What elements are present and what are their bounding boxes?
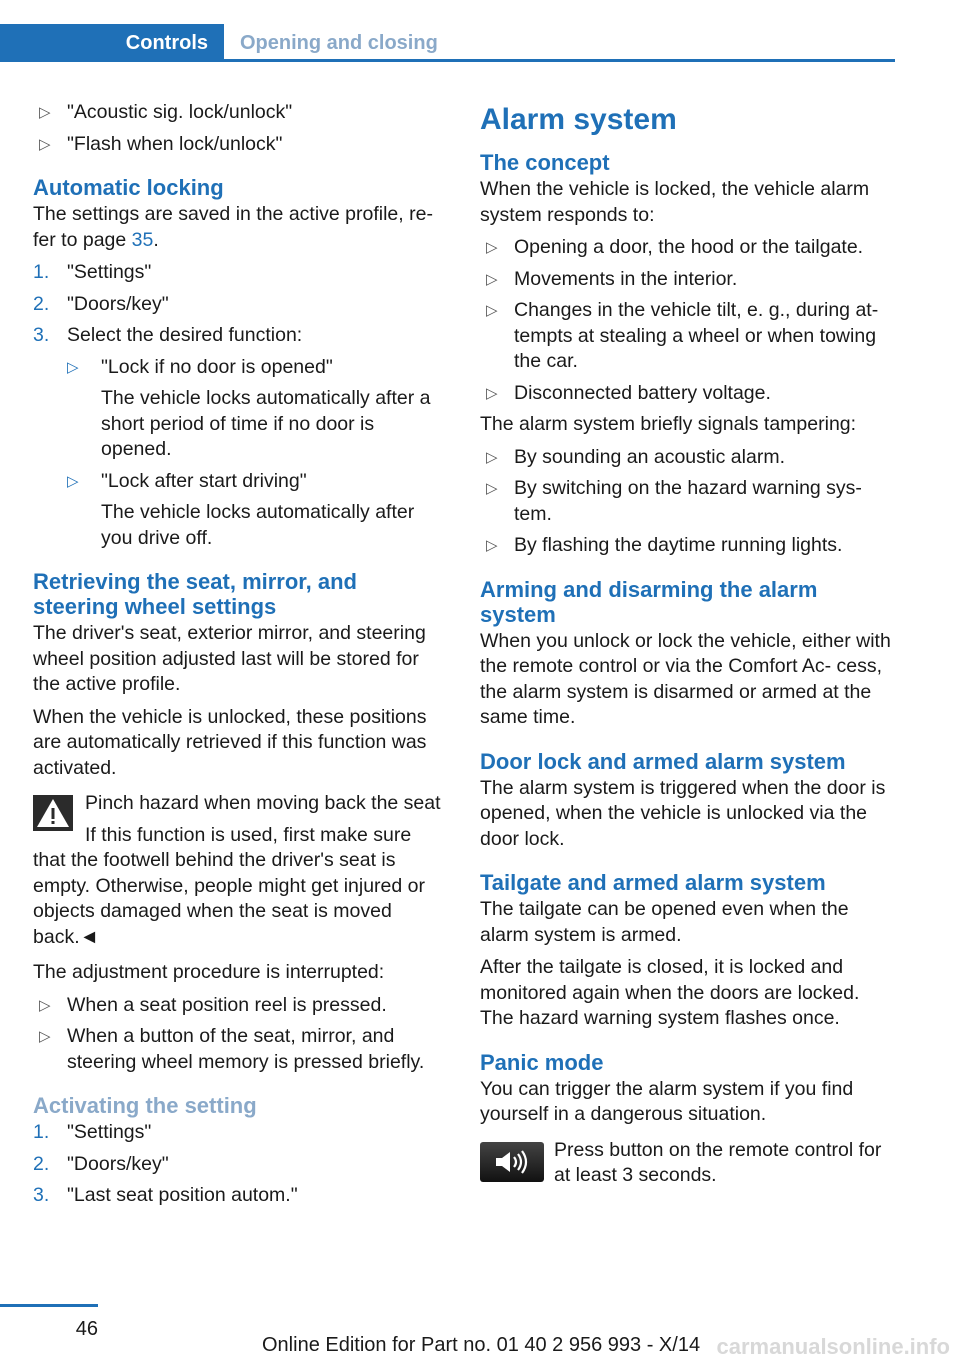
heading-activating-setting: Activating the setting [33, 1093, 257, 1118]
list-item: 1. "Settings" [33, 260, 445, 286]
heading-tailgate: Tailgate and armed alarm system [480, 870, 826, 895]
paragraph: The driver's seat, exterior mirror, and steering wheel position adjusted last will be stored for the active profile. [33, 622, 426, 695]
interrupt-list [33, 993, 445, 1076]
list-item: ▷ When a seat position reel is pressed. [33, 993, 445, 1019]
warning-body: If this function is used, first make sure that the footwell behind the driver's seat is empty. Otherwise, people might get injured or objects damaged when the seat is moved back.◄ [33, 823, 425, 948]
bullet-marker: ▷ [486, 239, 498, 256]
panic-button-text: Press button on the remote control for at least 3 seconds. [554, 1138, 882, 1186]
step-number: 1. [33, 261, 50, 283]
paragraph: When the vehicle is unlocked, these positions are automatically retrieved if this function was activated. [33, 705, 427, 779]
list-item: ▷ By switching on the hazard warning sys‐ tem. [486, 477, 862, 525]
list-item: ▷ "Lock if no door is opened" The vehicle locks automatically after a short period of time if no door is opened. [67, 355, 431, 460]
speaker-icon [492, 1148, 532, 1176]
watermark: carmanualsonline.info [716, 1334, 950, 1359]
page-title: Alarm system [480, 103, 677, 136]
list-item: ▷ "Lock after start driving" The vehicle locks automatically after you drive off. [67, 469, 415, 549]
paragraph: The alarm system is triggered when the door is opened, when the vehicle is unlocked via the door lock. [480, 776, 886, 850]
warning-triangle-icon [33, 795, 73, 831]
bullet-marker: ▷ [39, 135, 51, 153]
page-header [0, 24, 895, 62]
step-number: 1. [33, 1121, 50, 1143]
step-number: 2. [33, 292, 50, 315]
paragraph: You can trigger the alarm system if you find yourself in a dangerous situation. [480, 1077, 854, 1125]
list-item: ▷ Disconnected battery voltage. [480, 381, 898, 407]
header-rule [224, 59, 895, 62]
paragraph: The adjustment procedure is interrupted: [33, 961, 385, 983]
bullet-marker: ▷ [486, 302, 498, 319]
bullet-marker: ▷ [39, 996, 51, 1014]
paragraph: The settings are saved in the active profile, re‐ fer to page 35. [33, 203, 433, 251]
list-item: ▷ "Acoustic sig. lock/unlock" [33, 100, 445, 126]
list-item: ▷ Opening a door, the hood or the tailgate. [480, 235, 898, 261]
heading-concept: The concept [480, 150, 610, 175]
menu-options-list [33, 100, 445, 157]
list-item: ▷ Changes in the vehicle tilt, e. g., during at‐ tempts at stealing a wheel or when towing the car. [486, 299, 879, 372]
footer-rule [0, 1304, 98, 1307]
step-number: 3. [33, 324, 50, 346]
paragraph: After the tailgate is closed, it is locked and monitored again when the doors are locked. The hazard warning system flashes once. [480, 956, 860, 1029]
signals-list [480, 445, 898, 559]
paragraph: The tailgate can be opened even when the alarm system is armed. [480, 898, 849, 946]
heading-arming: Arming and disarming the alarm system [480, 576, 818, 627]
bullet-marker: ▷ [486, 270, 498, 288]
page-number: 46 [75, 1318, 98, 1340]
list-item: ▷ When a button of the seat, mirror, and steering wheel memory is pressed briefly. [39, 1025, 425, 1073]
bullet-marker: ▷ [39, 104, 51, 121]
page-link[interactable]: 35 [131, 228, 154, 251]
list-item: ▷ "Flash when lock/unlock" [33, 132, 445, 158]
heading-retrieving-settings: Retrieving the seat, mirror, and steering wheel settings [33, 569, 357, 619]
paragraph: When you unlock or lock the vehicle, either with the remote control or via the Comfort Ac‐ cess, the alarm system is disarmed or armed at the same time. [480, 629, 891, 728]
right-column [480, 100, 898, 1189]
heading-panic-mode: Panic mode [480, 1049, 604, 1075]
steps-list [33, 260, 445, 551]
bullet-marker: ▷ [486, 384, 498, 402]
warning-title: Pinch hazard when moving back the seat [85, 792, 441, 814]
list-item: 3. "Last seat position autom." [33, 1183, 445, 1209]
chapter-tab: Opening and closing [240, 31, 438, 54]
list-item: 1. "Settings" [33, 1120, 445, 1146]
bullet-marker: ▷ [39, 1028, 51, 1045]
steps-list [33, 1120, 445, 1209]
heading-door-lock: Door lock and armed alarm system [480, 748, 846, 774]
bullet-marker: ▷ [67, 472, 79, 490]
section-tab: Controls [0, 24, 224, 62]
bullet-marker: ▷ [486, 537, 498, 554]
panic-button-image [480, 1142, 544, 1182]
list-item: 3. Select the desired function: ▷ "Lock if no door is opened" The vehicle locks automatically after a short period of time if no door is opened. ▷ "Lock after start driving" The vehicle locks automatically after you drive off. [33, 323, 445, 551]
step-number: 2. [33, 1152, 50, 1175]
bullet-marker: ▷ [486, 480, 498, 497]
warning-block [33, 791, 445, 950]
list-item: ▷ By flashing the daytime running lights. [480, 533, 898, 559]
list-item: ▷ Movements in the interior. [480, 267, 898, 293]
edition-text: Online Edition for Part no. 01 40 2 956 993 - X/14 [262, 1334, 701, 1356]
heading-automatic-locking: Automatic locking [33, 175, 224, 200]
paragraph: When the vehicle is locked, the vehicle alarm system responds to: [480, 178, 870, 226]
options-list [67, 355, 445, 552]
bullet-marker: ▷ [486, 448, 498, 466]
list-item: 2. "Doors/key" [33, 1152, 445, 1178]
list-item: 2. "Doors/key" [33, 292, 445, 318]
step-number: 3. [33, 1184, 50, 1206]
left-column [33, 100, 445, 1215]
responds-list [480, 235, 898, 406]
list-item: ▷ By sounding an acoustic alarm. [480, 445, 898, 471]
paragraph: The alarm system briefly signals tampering: [480, 413, 857, 435]
bullet-marker: ▷ [67, 358, 79, 376]
panic-button-note [480, 1138, 898, 1189]
